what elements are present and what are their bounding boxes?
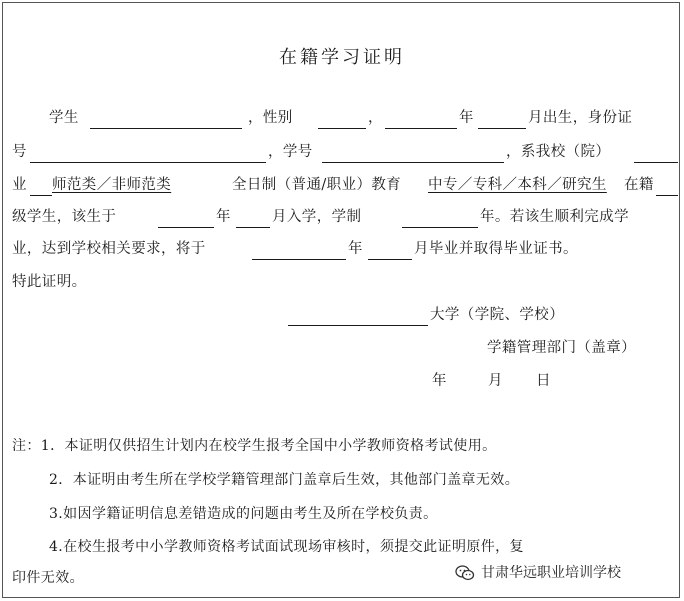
blank-name — [90, 107, 242, 129]
label-fulltime: 全日制（普通/职业）教育 — [232, 177, 402, 193]
label-gender: ，性别 — [248, 110, 293, 126]
watermark-text: 甘肃华远职业培训学校 — [481, 565, 621, 581]
label-enroll-month: 月入学，学制 — [272, 209, 362, 225]
label-university: 大学（学院、学校） — [430, 307, 565, 323]
blank-gender — [318, 107, 366, 129]
note-2-text: 2．本证明由考生所在学校学籍管理部门盖章后生效，其他部门盖章无效。 — [49, 472, 520, 488]
label-reach: 业，达到学校相关要求，将于 — [12, 241, 206, 257]
label-zaiji: 在籍 — [624, 177, 654, 193]
blank-grad-month — [368, 238, 412, 260]
category-options: 师范类／非师范类 — [52, 177, 172, 193]
blank-category-lead — [30, 174, 52, 196]
blank-grad-year — [252, 238, 346, 260]
blank-enroll-month — [236, 206, 270, 228]
blank-duration — [402, 206, 478, 228]
blank-student-no — [322, 141, 504, 163]
blank-birth-month — [478, 107, 526, 129]
label-date-day: 日 — [536, 373, 551, 389]
label-school: ，系我校（院） — [506, 144, 611, 160]
wechat-icon — [455, 565, 475, 581]
level-options: 中专／专科／本科／研究生 — [428, 177, 607, 193]
note-3-text: 3.如因学籍证明信息差错造成的问题由考生及所在学校负责。 — [49, 506, 438, 522]
label-date-month: 月 — [488, 373, 503, 389]
note-4-text: 4.在校生报考中小学教师资格考试面试现场审核时，须提交此证明原件，复 — [49, 539, 524, 555]
blank-major — [634, 141, 678, 163]
label-duration-end: 年。若该生顺利完成学 — [480, 209, 629, 225]
blank-enroll-year — [158, 206, 214, 228]
label-comma: ， — [368, 110, 383, 126]
label-hao: 号 — [12, 144, 27, 160]
blank-university — [288, 304, 428, 326]
watermark — [455, 562, 621, 584]
blank-id-number — [30, 141, 266, 163]
label-dept-seal: 学籍管理部门（盖章） — [487, 340, 636, 356]
label-enroll-year: 年 — [216, 209, 231, 225]
label-student: 学生 — [49, 110, 79, 126]
label-ye: 业 — [12, 177, 27, 193]
note-1-text: 注：1．本证明仅供招生计划内在校学生报考全国中小学教师资格考试使用。 — [12, 438, 497, 454]
label-birth-id: 月出生，身份证 — [528, 110, 633, 126]
label-birth-year: 年 — [459, 110, 474, 126]
blank-grade — [656, 174, 678, 196]
label-student-no: ，学号 — [268, 144, 313, 160]
label-certify: 特此证明。 — [12, 274, 87, 290]
label-grad: 月毕业并取得毕业证书。 — [414, 241, 578, 257]
label-grade: 级学生，该生于 — [12, 209, 117, 225]
blank-birth-year — [385, 107, 457, 129]
note-4-cont-text: 印件无效。 — [12, 570, 84, 586]
label-grad-year: 年 — [348, 241, 363, 257]
label-date-year: 年 — [432, 373, 447, 389]
document-title: 在籍学习证明 — [279, 47, 405, 68]
